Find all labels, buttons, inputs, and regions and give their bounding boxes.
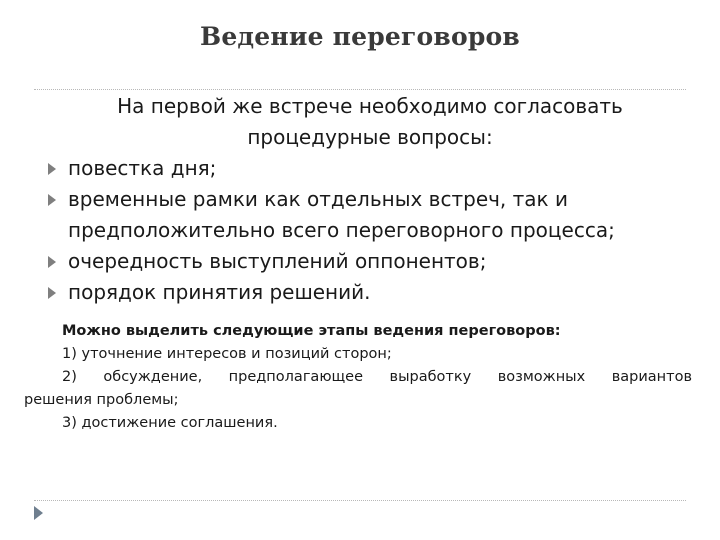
list-item [44,246,684,277]
list-item-text: повестка дня; [68,156,217,180]
list-item [44,153,684,184]
intro-text [60,91,680,153]
bottom-divider [34,500,686,501]
list-item [44,184,684,246]
stages-heading: Можно выделить следующие этапы ведения переговоров: [62,323,561,339]
negotiation-stages [24,320,692,435]
triangle-next-icon[interactable] [34,506,43,520]
list-item [44,277,684,308]
list-item-text: временные рамки как отдельных встреч, так и предположительно всего переговорного процесса; [68,187,615,242]
stage-item-1: 1) уточнение интересов и позиций сторон; [62,346,392,362]
stage-item-2-line-1: 2) обсуждение, предполагающее выработку возможных вариантов [62,369,692,385]
triangle-bullet-icon [48,256,56,268]
list-item-text: очередность выступлений оппонентов; [68,249,487,273]
top-divider [34,89,686,90]
triangle-bullet-icon [48,287,56,299]
stage-item-3: 3) достижение соглашения. [62,415,278,431]
intro-line-2: процедурные вопросы: [247,125,493,149]
procedural-issues-list [44,153,684,308]
slide-title: Ведение переговоров [199,22,520,51]
triangle-bullet-icon [48,163,56,175]
stage-item-2-line-2: решения проблемы; [24,392,179,408]
list-item-text: порядок принятия решений. [68,280,371,304]
intro-line-1: На первой же встрече необходимо согласовать [117,94,623,118]
triangle-bullet-icon [48,194,56,206]
